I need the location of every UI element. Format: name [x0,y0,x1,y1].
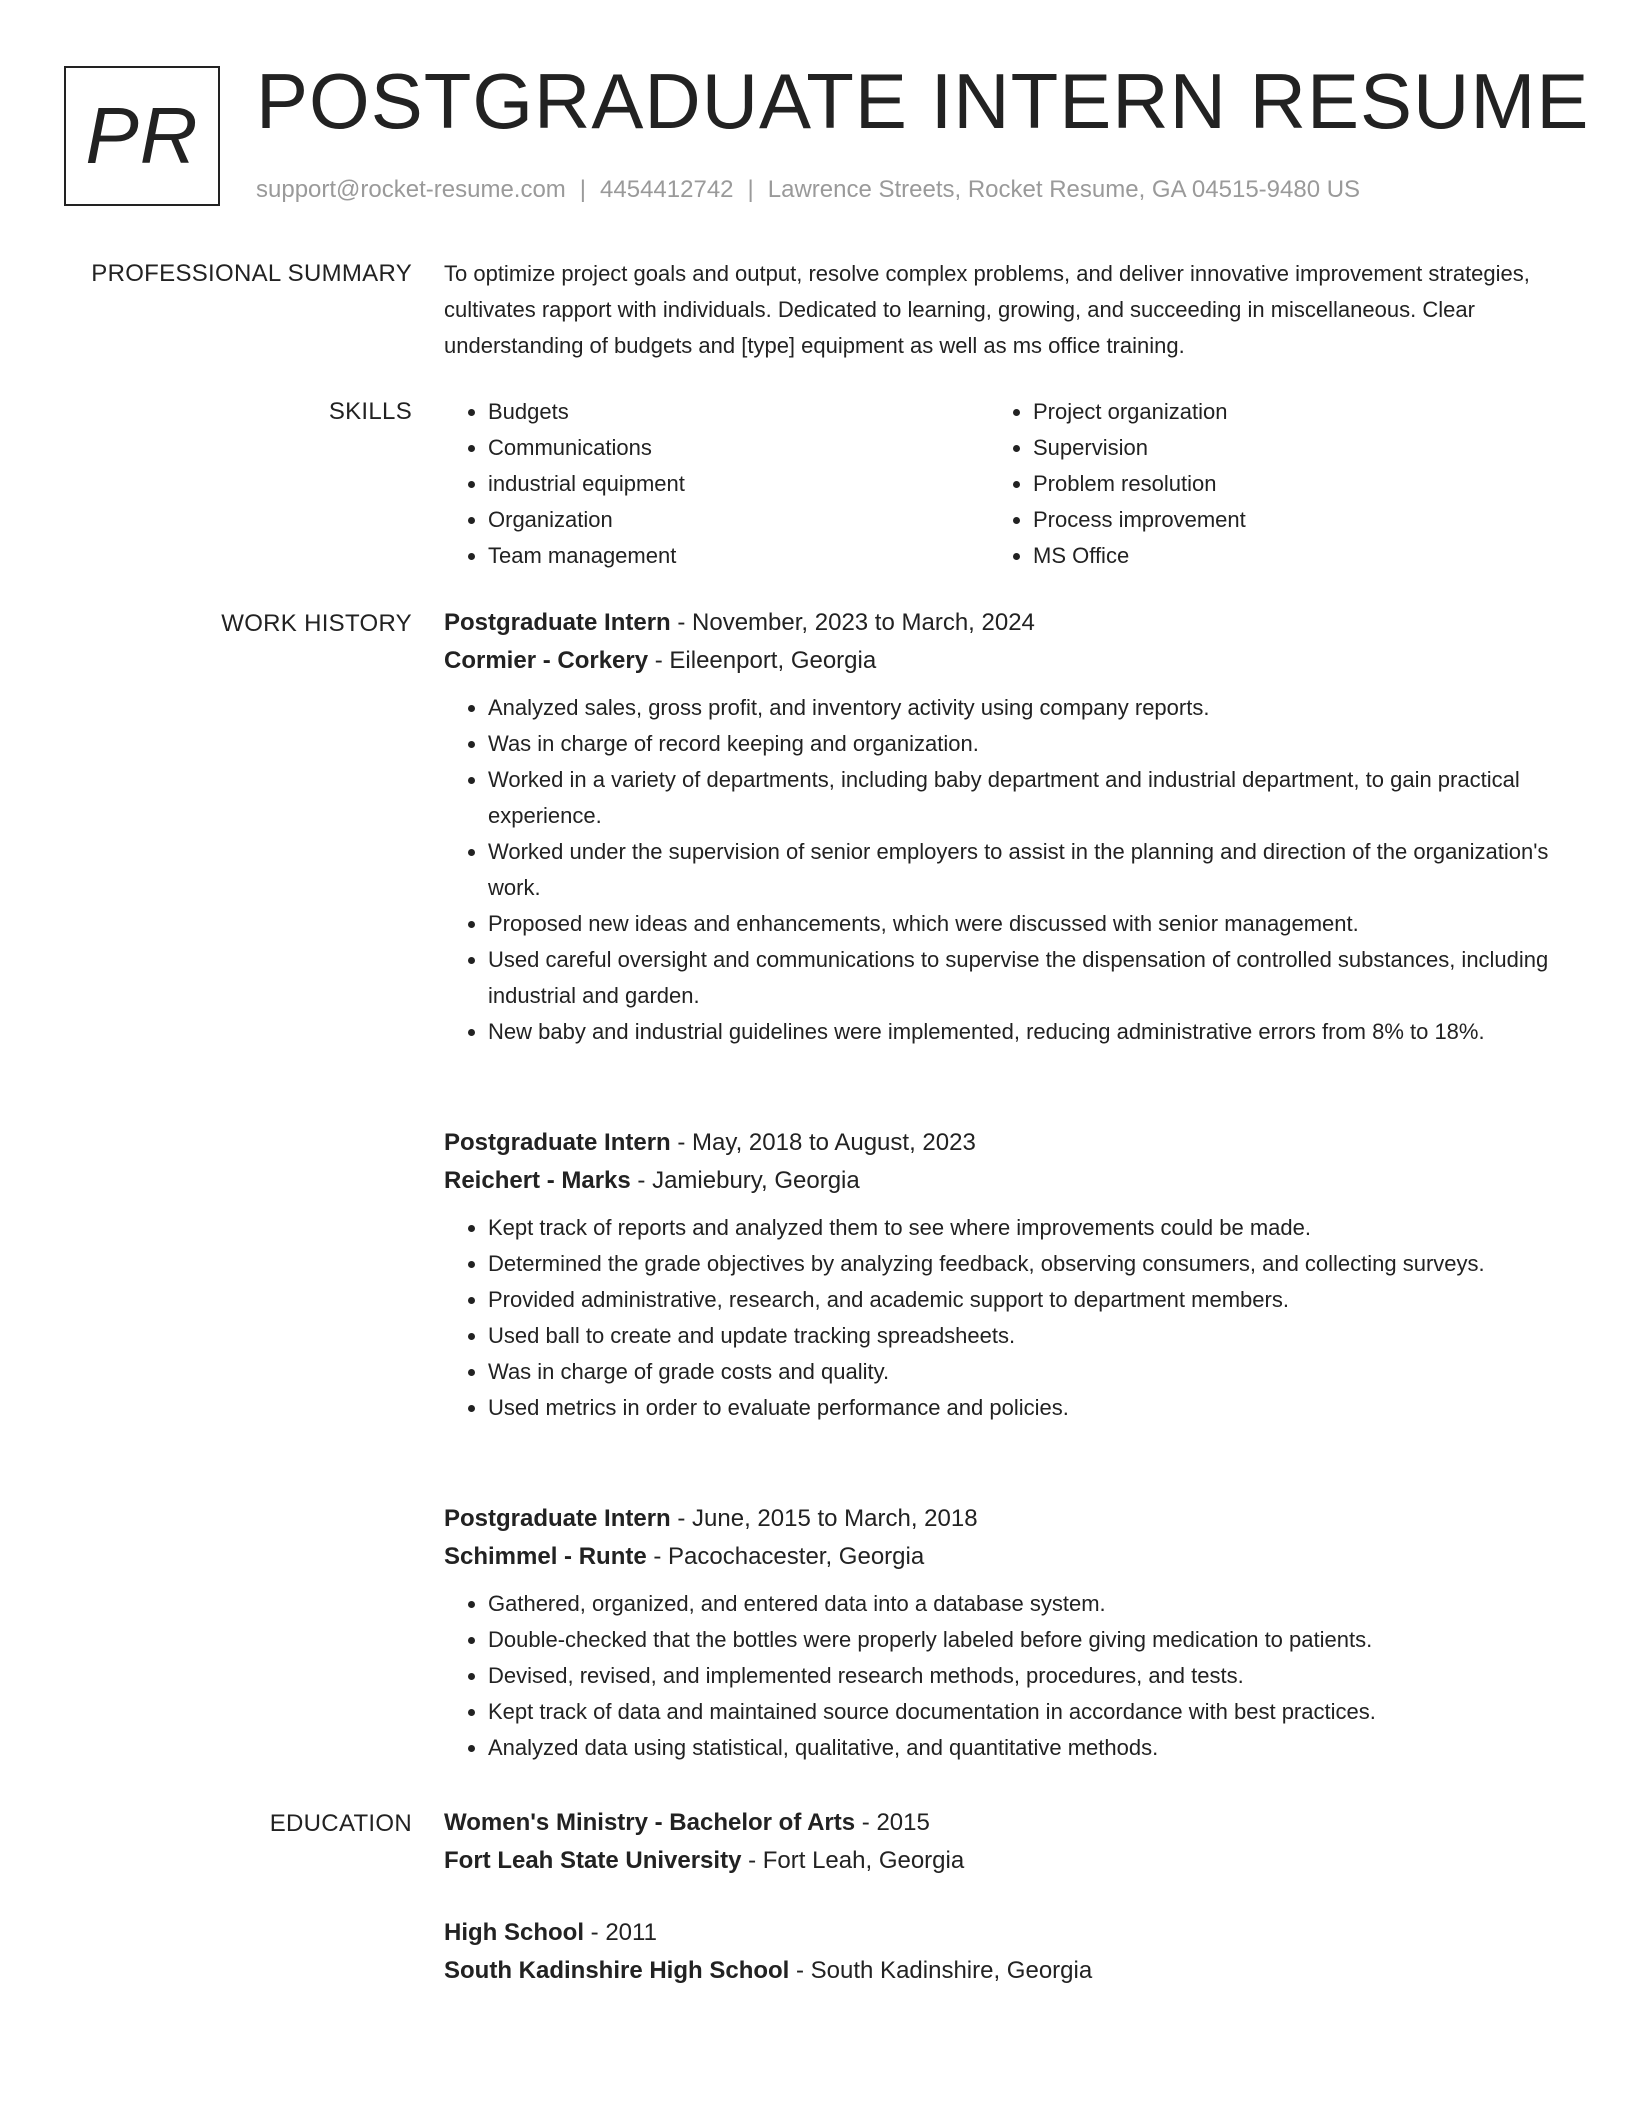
job-dates: - November, 2023 to March, 2024 [670,609,1035,636]
section-label-summary: PROFESSIONAL SUMMARY [91,260,412,287]
job-bullet: • Used metrics in order to evaluate performance and policies. [488,1390,1554,1426]
contact-line [256,174,1360,206]
job-company: Schimmel - Runte [444,1543,647,1570]
skill-item: • Supervision [1033,430,1534,466]
edu-degree-line [444,1914,1554,1952]
job-title: Postgraduate Intern [444,609,671,636]
job-bullet: • Used ball to create and update tracking spreadsheets. [488,1318,1554,1354]
job-title-line [444,1124,1554,1162]
edu-location: - South Kadinshire, Georgia [789,1957,1093,1984]
job-bullets [444,1210,1554,1426]
job-bullet: • Devised, revised, and implemented research methods, procedures, and tests. [488,1658,1554,1694]
edu-degree: Women's Ministry - Bachelor of Arts [444,1809,856,1836]
job-dates: - May, 2018 to August, 2023 [670,1129,976,1156]
job-bullet: • Provided administrative, research, and academic support to department members. [488,1282,1554,1318]
job-bullet: • Analyzed data using statistical, qualitative, and quantitative methods. [488,1730,1554,1766]
job-bullet: • Worked in a variety of departments, including baby department and industrial department, to gain practical experience. [488,762,1554,834]
summary-section [444,256,1554,364]
contact-address: Lawrence Streets, Rocket Resume, GA 04515-9480 US [767,176,1361,203]
edu-year: - 2011 [584,1919,657,1946]
edu-location: - Fort Leah, Georgia [741,1847,965,1874]
summary-text: To optimize project goals and output, resolve complex problems, and deliver innovative improvement strategies, cultivates rapport with individuals. Dedicated to learning, growing, and succeeding in miscellaneous. Clear understanding of budgets and [type] equipment as well as ms office training. [444,261,1530,358]
job-entry-3 [444,1500,1554,1766]
job-entry-1 [444,604,1554,1050]
skill-item: • industrial equipment [488,466,989,502]
contact-email: support@rocket-resume.com [256,176,566,203]
education-entry-1 [444,1804,1554,1880]
job-title-line [444,604,1554,642]
job-bullet: • Proposed new ideas and enhancements, which were discussed with senior management. [488,906,1554,942]
job-dates: - June, 2015 to March, 2018 [670,1505,978,1532]
section-label-education: EDUCATION [269,1810,412,1837]
skill-item: • Process improvement [1033,502,1534,538]
job-entry-2 [444,1124,1554,1426]
job-bullet: • Was in charge of grade costs and quality. [488,1354,1554,1390]
job-bullet: • Was in charge of record keeping and organization. [488,726,1554,762]
skill-item: • MS Office [1033,538,1534,574]
job-bullet: • Kept track of reports and analyzed them to see where improvements could be made. [488,1210,1554,1246]
edu-school-line [444,1842,1554,1880]
skills-section [444,394,1554,574]
monogram-initials: PR [85,91,199,180]
job-bullet: • Used careful oversight and communications to supervise the dispensation of controlled substances, including industrial and garden. [488,942,1554,1014]
job-company: Reichert - Marks [444,1167,631,1194]
edu-school: South Kadinshire High School [444,1957,790,1984]
job-title: Postgraduate Intern [444,1505,671,1532]
job-bullet: • Determined the grade objectives by analyzing feedback, observing consumers, and collecting surveys. [488,1246,1554,1282]
job-location: - Jamiebury, Georgia [630,1167,860,1194]
job-location: - Pacochacester, Georgia [646,1543,925,1570]
skills-column-2 [989,394,1534,574]
edu-school: Fort Leah State University [444,1847,742,1874]
resume-title: POSTGRADUATE INTERN RESUME [256,57,1590,145]
job-title: Postgraduate Intern [444,1129,671,1156]
job-title-line [444,1500,1554,1538]
skill-item: • Communications [488,430,989,466]
skill-item: • Project organization [1033,394,1534,430]
edu-degree: High School [444,1919,584,1946]
skills-column-1 [444,394,989,574]
section-label-skills: SKILLS [328,398,412,425]
job-company-line [444,642,1554,680]
edu-degree-line [444,1804,1554,1842]
skill-item: • Problem resolution [1033,466,1534,502]
monogram-box [64,66,220,206]
job-bullet: • Kept track of data and maintained source documentation in accordance with best practices. [488,1694,1554,1730]
edu-school-line [444,1952,1554,1990]
skill-item: • Organization [488,502,989,538]
job-bullet: • Worked under the supervision of senior employers to assist in the planning and direction of the organization's work. [488,834,1554,906]
job-company-line [444,1162,1554,1200]
job-bullets [444,1586,1554,1766]
skill-item: • Budgets [488,394,989,430]
job-bullet: • New baby and industrial guidelines were implemented, reducing administrative errors from 8% to 18%. [488,1014,1554,1050]
contact-separator: | [579,176,587,203]
edu-year: - 2015 [855,1809,930,1836]
section-label-work-history: WORK HISTORY [221,610,412,637]
education-entry-2 [444,1914,1554,1990]
job-bullet: • Double-checked that the bottles were properly labeled before giving medication to patients. [488,1622,1554,1658]
skill-item: • Team management [488,538,989,574]
job-bullets [444,690,1554,1050]
job-company-line [444,1538,1554,1576]
job-bullet: • Gathered, organized, and entered data into a database system. [488,1586,1554,1622]
job-company: Cormier - Corkery [444,647,649,674]
contact-separator: | [747,176,754,203]
job-bullet: • Analyzed sales, gross profit, and inventory activity using company reports. [488,690,1554,726]
job-location: - Eileenport, Georgia [648,647,877,674]
contact-phone: 4454412742 [600,176,734,203]
